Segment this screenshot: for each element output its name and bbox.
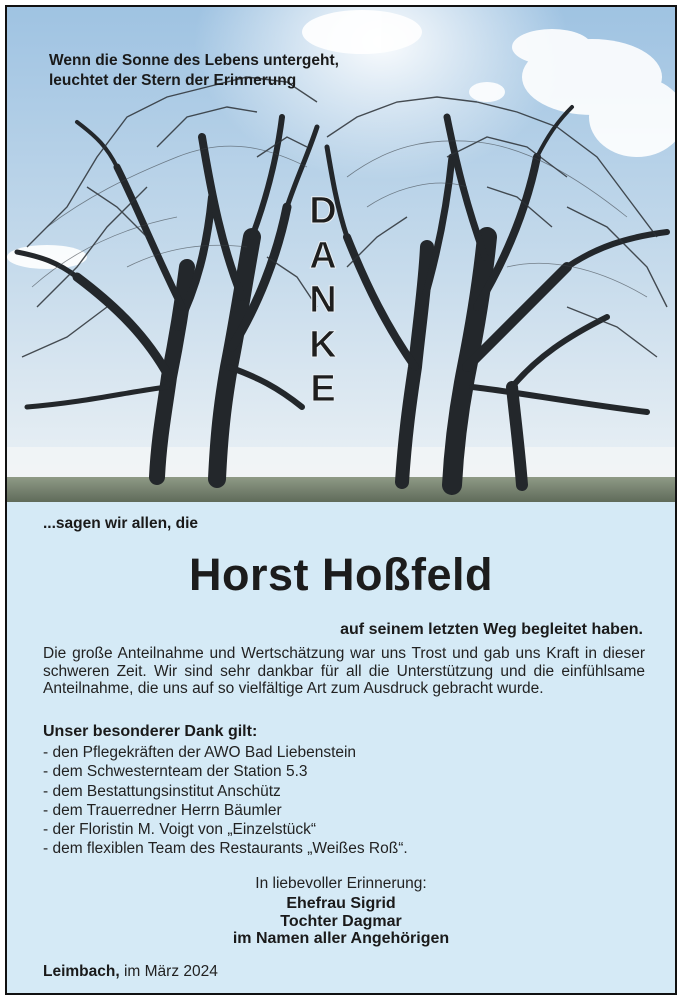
danke-letter: K	[309, 323, 337, 366]
signer: im Namen aller Angehörigen	[232, 930, 450, 947]
motto-line-2: leuchtet der Stern der Erinnerung	[49, 72, 297, 89]
danke-letter: D	[309, 190, 337, 232]
signer: Tochter Dagmar	[280, 912, 402, 930]
list-item: - dem Trauerredner Herrn Bäumler	[43, 801, 282, 819]
list-item: - den Pflegekräften der AWO Bad Liebenstein	[43, 744, 357, 761]
list-item: - dem Bestattungsinstitut Anschütz	[43, 782, 281, 800]
signer: Ehefrau Sigrid	[286, 895, 396, 912]
memory-text: In liebevoller Erinnerung:	[255, 875, 427, 892]
motto-line-1: Wenn die Sonne des Lebens untergeht,	[49, 52, 339, 69]
list-item: - der Floristin M. Voigt von „Einzelstück“	[43, 821, 317, 839]
danke-vertical-heading	[303, 189, 343, 412]
trees-photo	[7, 7, 675, 502]
body-paragraph: Die große Anteilnahme und Wertschätzung war uns Trost und gab uns Kraft in dieser schweren Zeit. Wir sind sehr dankbar für all die Unterstützung und die einfühlsame Anteilnahme, die uns auf so vielfältige Art zum Ausdruck gebracht wurde.	[43, 645, 645, 697]
motto-text	[49, 51, 339, 91]
danke-letter: N	[309, 279, 337, 321]
followup-text: auf seinem letzten Weg begleitet haben.	[340, 621, 643, 638]
deceased-name: Horst Hoßfeld	[189, 549, 493, 600]
lead-text: ...sagen wir allen, die	[43, 515, 199, 532]
thanks-list	[43, 743, 408, 859]
place-town: Leimbach,	[43, 963, 120, 980]
danke-letter: A	[309, 234, 337, 277]
place-date	[43, 963, 218, 981]
list-item: - dem flexiblen Team des Restaurants „Weißes Roß“.	[43, 840, 408, 858]
thanks-title: Unser besonderer Dank gilt:	[43, 723, 258, 740]
place-date-text: im März 2024	[119, 963, 218, 980]
list-item: - dem Schwesternteam der Station 5.3	[43, 763, 308, 781]
signers	[7, 895, 675, 948]
danke-letter: E	[310, 368, 336, 410]
obituary-card	[5, 5, 677, 995]
